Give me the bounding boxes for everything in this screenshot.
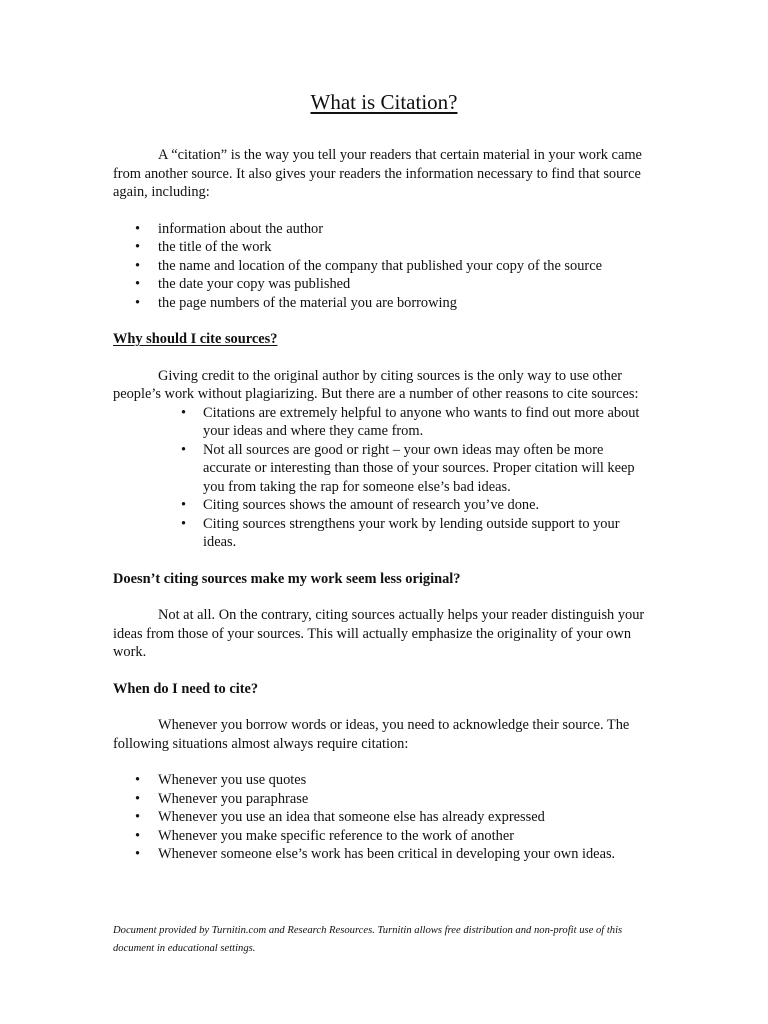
list-item: • information about the author xyxy=(113,220,648,239)
why-cite-paragraph: Giving credit to the original author by citing sources is the only way to use other people’s work without plagiarizing. But there are a number of other reasons to cite sources: xyxy=(113,367,639,402)
intro-list xyxy=(113,220,648,313)
section-heading-when-cite: When do I need to cite? xyxy=(113,680,259,697)
list-item: • Whenever someone else’s work has been critical in developing your own ideas. xyxy=(113,845,648,864)
list-item: • the page numbers of the material you are borrowing xyxy=(113,294,648,313)
page-title: What is Citation? xyxy=(310,90,458,114)
document-body xyxy=(113,146,648,864)
when-cite-list xyxy=(113,771,648,864)
list-item: • Citations are extremely helpful to anyone who wants to find out more about your ideas and where they came from. xyxy=(113,404,648,441)
list-item: • the title of the work xyxy=(113,238,648,257)
list-item: • Whenever you paraphrase xyxy=(113,790,648,809)
list-item: • Citing sources shows the amount of research you’ve done. xyxy=(113,496,648,515)
section-heading-originality: Doesn’t citing sources make my work seem less original? xyxy=(113,570,461,587)
list-item: • the name and location of the company that published your copy of the source xyxy=(113,257,648,276)
intro-paragraph: A “citation” is the way you tell your readers that certain material in your work came from another source. It also gives your readers the information necessary to find that source again, including: xyxy=(113,147,642,200)
list-item: • Whenever you use an idea that someone else has already expressed xyxy=(113,808,648,827)
document-footer: Document provided by Turnitin.com and Research Resources. Turnitin allows free distribution and non-profit use of this document in educational settings. xyxy=(113,925,623,954)
section-heading-why-cite: Why should I cite sources? xyxy=(113,331,278,347)
originality-paragraph: Not at all. On the contrary, citing sources actually helps your reader distinguish your ideas from those of your sources. This will actually emphasize the originality of your own work. xyxy=(113,607,645,660)
list-item: • Citing sources strengthens your work by lending outside support to your ideas. xyxy=(113,515,648,552)
list-item: • Not all sources are good or right – your own ideas may often be more accurate or interesting than those of your sources. Proper citation will keep you from taking the rap for someone else’s bad ideas. xyxy=(113,441,648,497)
why-cite-list xyxy=(113,404,648,552)
list-item: • Whenever you use quotes xyxy=(113,771,648,790)
when-cite-paragraph: Whenever you borrow words or ideas, you need to acknowledge their source. The following situations almost always require citation: xyxy=(113,717,630,752)
list-item: • Whenever you make specific reference to the work of another xyxy=(113,827,648,846)
list-item: • the date your copy was published xyxy=(113,275,648,294)
